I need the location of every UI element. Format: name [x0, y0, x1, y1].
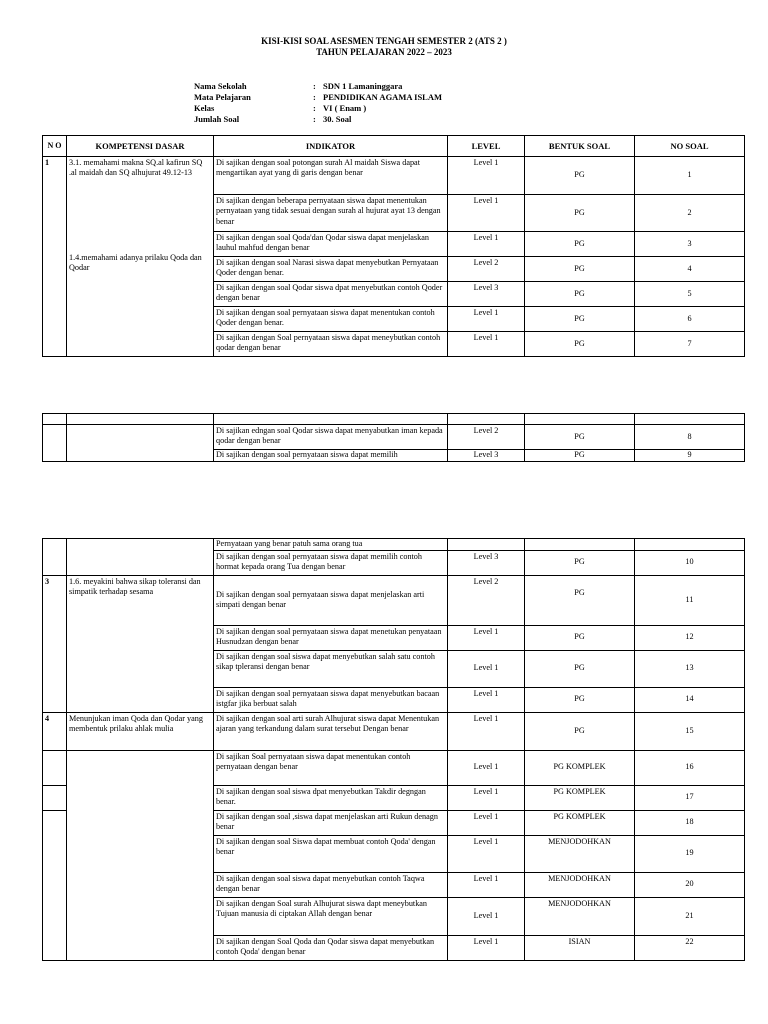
- nosoal-cell: 1: [635, 157, 745, 195]
- nosoal-cell: 22: [635, 935, 745, 960]
- indikator-cell: Di sajikan dengan soal pernyataan siswa dapat menyebutkan bacaan istgfar jika berbuat salah: [214, 687, 448, 712]
- nosoal-cell: 11: [635, 575, 745, 625]
- indikator-cell: Di sajikan dengan Soal surah Alhujurat siswa dapt meneybutkan Tujuan manusia di ciptakan Allah dengan benar: [214, 897, 448, 935]
- nosoal-cell: 19: [635, 835, 745, 872]
- header-bentuk: BENTUK SOAL: [525, 136, 635, 157]
- nosoal-cell: 6: [635, 307, 745, 332]
- meta-value-class: VI ( Enam ): [323, 103, 367, 113]
- level-cell: Level 1: [448, 232, 525, 257]
- bentuk-cell: PG: [525, 307, 635, 332]
- nosoal-cell: 7: [635, 332, 745, 357]
- bentuk-cell: MENJODOHKAN: [525, 897, 635, 935]
- bentuk-cell: ISIAN: [525, 935, 635, 960]
- document-title: KISI-KISI SOAL ASESMEN TENGAH SEMESTER 2 (ATS 2 ): [261, 36, 507, 46]
- indikator-cell: Di sajikan dengan soal arti surah Alhujurat siswa dapat Menentukan ajaran yang terkandung dalam surat tersebut Dengan benar: [214, 712, 448, 750]
- bentuk-cell: PG: [525, 157, 635, 195]
- header-level: LEVEL: [448, 136, 525, 157]
- nosoal-cell: 16: [635, 750, 745, 785]
- table-row: [43, 425, 745, 450]
- meta-sep-class: :: [313, 103, 316, 113]
- nosoal-cell: 4: [635, 257, 745, 282]
- level-cell: Level 1: [448, 625, 525, 650]
- indikator-cell: Di sajikan dengan soal pernyataan siswa dapat menentukan contoh Qoder dengan benar.: [214, 307, 448, 332]
- meta-sep-count: :: [313, 114, 316, 124]
- nosoal-cell: 8: [635, 425, 745, 450]
- nosoal-cell: 15: [635, 712, 745, 750]
- bentuk-cell: PG KOMPLEK: [525, 810, 635, 835]
- kd-text: 3.1. memahami makna SQ.al kafirun SQ .al maidah dan SQ alhujurat 49.12-13: [69, 158, 203, 178]
- level-cell: Level 1: [448, 650, 525, 687]
- bentuk-cell: PG KOMPLEK: [525, 785, 635, 810]
- meta-sep-school: :: [313, 81, 316, 91]
- level-cell: Level 1: [448, 687, 525, 712]
- indikator-cell: Di sajikan Soal pernyataan siswa dapat menentukan contoh pernyataan dengan benar: [214, 750, 448, 785]
- nosoal-cell: 9: [635, 450, 745, 462]
- row-number: 3: [43, 575, 67, 712]
- level-cell: Level 1: [448, 835, 525, 872]
- bentuk-cell: PG: [525, 195, 635, 232]
- level-cell: Level 3: [448, 550, 525, 575]
- bentuk-cell: MENJODOHKAN: [525, 872, 635, 897]
- table-row: [43, 575, 745, 625]
- bentuk-cell: PG: [525, 650, 635, 687]
- bentuk-cell: PG: [525, 332, 635, 357]
- row-number: 4: [43, 712, 67, 750]
- table-row: [43, 712, 745, 750]
- level-cell: Level 1: [448, 872, 525, 897]
- header-nosoal: NO SOAL: [635, 136, 745, 157]
- indikator-cell: Di sajikan dengan soal pernyataan siswa dapat memilih: [214, 450, 448, 462]
- nosoal-cell: 13: [635, 650, 745, 687]
- nosoal-cell: 18: [635, 810, 745, 835]
- level-cell: Level 2: [448, 257, 525, 282]
- level-cell: Level 3: [448, 282, 525, 307]
- bentuk-cell: PG: [525, 232, 635, 257]
- nosoal-cell: 12: [635, 625, 745, 650]
- level-cell: Level 1: [448, 332, 525, 357]
- level-cell: Level 1: [448, 750, 525, 785]
- meta-label-class: Kelas: [194, 103, 215, 113]
- level-cell: Level 1: [448, 785, 525, 810]
- level-cell: Level 3: [448, 450, 525, 462]
- bentuk-cell: PG: [525, 625, 635, 650]
- indikator-cell: Di sajikan dengan beberapa pernyataan siswa dapat menentukan pernyataan yang tidak sesuai dengan surah al hujurat ayat 13 dengan benar: [214, 195, 448, 232]
- indikator-cell: Di sajikan dengan soal siswa dapat menyebutkan contoh Taqwa dengan benar: [214, 872, 448, 897]
- indikator-cell: Di sajikan dengan soal ,siswa dapat menjelaskan arti Rukun denagn benar: [214, 810, 448, 835]
- level-cell: Level 1: [448, 810, 525, 835]
- level-cell: Level 1: [448, 897, 525, 935]
- nosoal-cell: 14: [635, 687, 745, 712]
- indikator-cell: Di sajikan dengan soal pernyataan siswa dapat memilih contoh hormat kepada orang Tua dengan benar: [214, 550, 448, 575]
- nosoal-cell: 10: [635, 550, 745, 575]
- meta-label-school: Nama Sekolah: [194, 81, 247, 91]
- level-cell: Level 1: [448, 157, 525, 195]
- table-row: [43, 539, 745, 551]
- table-header-row: [43, 136, 745, 157]
- bentuk-cell: PG: [525, 282, 635, 307]
- header-indikator: INDIKATOR: [214, 136, 448, 157]
- meta-value-count: 30. Soal: [323, 114, 352, 124]
- indikator-cell: Di sajikan dengan soal Siswa dapat membuat contoh Qoda' dengan benar: [214, 835, 448, 872]
- bentuk-cell: PG: [525, 257, 635, 282]
- kd-text: 1.6. meyakini bahwa sikap toleransi dan simpatik terhadap sesama: [67, 575, 214, 712]
- level-cell: Level 2: [448, 575, 525, 625]
- nosoal-cell: 21: [635, 897, 745, 935]
- indikator-cell: Pernyataan yang benar patuh sama orang tua: [214, 539, 448, 551]
- header-kd: KOMPETENSI DASAR: [67, 136, 214, 157]
- document-year: TAHUN PELAJARAN 2022 – 2023: [316, 47, 452, 57]
- table-row: [43, 414, 745, 425]
- bentuk-cell: PG: [525, 450, 635, 462]
- level-cell: Level 1: [448, 935, 525, 960]
- level-cell: Level 1: [448, 195, 525, 232]
- indikator-cell: Di sajikan dengan soal Narasi siswa dapat menyebutkan Pernyataan Qoder dengan benar.: [214, 257, 448, 282]
- kisi-table-part2: [42, 413, 745, 462]
- nosoal-cell: 2: [635, 195, 745, 232]
- indikator-cell: Di sajikan dengan soal pernyataan siswa dapat menjelaskan arti simpati dengan benar: [214, 575, 448, 625]
- row-number: 1: [43, 157, 67, 357]
- table-row: [43, 157, 745, 195]
- bentuk-cell: PG: [525, 712, 635, 750]
- bentuk-cell: PG: [525, 550, 635, 575]
- kisi-table-part3: [42, 538, 745, 961]
- indikator-cell: Di sajikan dengan Soal Qoda dan Qodar siswa dapat menyebutkan contoh Qoda' dengan benar: [214, 935, 448, 960]
- nosoal-cell: 17: [635, 785, 745, 810]
- bentuk-cell: PG: [525, 687, 635, 712]
- level-cell: Level 2: [448, 425, 525, 450]
- kd-cell: [67, 157, 214, 357]
- bentuk-cell: PG: [525, 425, 635, 450]
- meta-value-school: SDN 1 Lamaninggara: [323, 81, 403, 91]
- bentuk-cell: PG: [525, 575, 635, 625]
- meta-value-subject: PENDIDIKAN AGAMA ISLAM: [323, 92, 443, 102]
- indikator-cell: Di sajikan dengan soal siswa dpat menyebutkan Takdir degngan benar.: [214, 785, 448, 810]
- level-cell: Level 1: [448, 307, 525, 332]
- meta-label-subject: Mata Pelajaran: [194, 92, 251, 102]
- indikator-cell: Di sajikan dengan soal Qodar siswa dpat menyebutkan contoh Qoder dengan benar: [214, 282, 448, 307]
- indikator-cell: Di sajikan dengan soal siswa dapat menyebutkan salah satu contoh sikap tpleransi dengan benar: [214, 650, 448, 687]
- nosoal-cell: 5: [635, 282, 745, 307]
- kd-text: Menunjukan iman Qoda dan Qodar yang membentuk prilaku ahlak mulia: [67, 712, 214, 750]
- meta-label-count: Jumlah Soal: [194, 114, 240, 124]
- kd-text: 1.4.memahami adanya prilaku Qoda dan Qodar: [69, 252, 202, 273]
- header-no: N O: [43, 136, 67, 157]
- nosoal-cell: 20: [635, 872, 745, 897]
- level-cell: Level 1: [448, 712, 525, 750]
- indikator-cell: Di sajikan edngan soal Qodar siswa dapat menyabutkan iman kepada qodar dengan benar: [214, 425, 448, 450]
- meta-sep-subject: :: [313, 92, 316, 102]
- indikator-cell: Di sajikan dengan soal Qoda'dan Qodar siswa dapat menjelaskan lauhul mahfud dengan benar: [214, 232, 448, 257]
- kisi-table-part1: [42, 135, 745, 357]
- bentuk-cell: PG KOMPLEK: [525, 750, 635, 785]
- nosoal-cell: 3: [635, 232, 745, 257]
- indikator-cell: Di sajikan dengan soal pernyataan siswa dapat menetukan penyataan Husnudzan dengan benar: [214, 625, 448, 650]
- indikator-cell: Di sajikan dengan soal potongan surah Al maidah Siswa dapat mengartikan ayat yang di garis dengan benar: [214, 157, 448, 195]
- table-row: [43, 750, 745, 785]
- bentuk-cell: MENJODOHKAN: [525, 835, 635, 872]
- indikator-cell: Di sajikan dengan Soal pernyataan siswa dapat meneybutkan contoh qodar dengan benar: [214, 332, 448, 357]
